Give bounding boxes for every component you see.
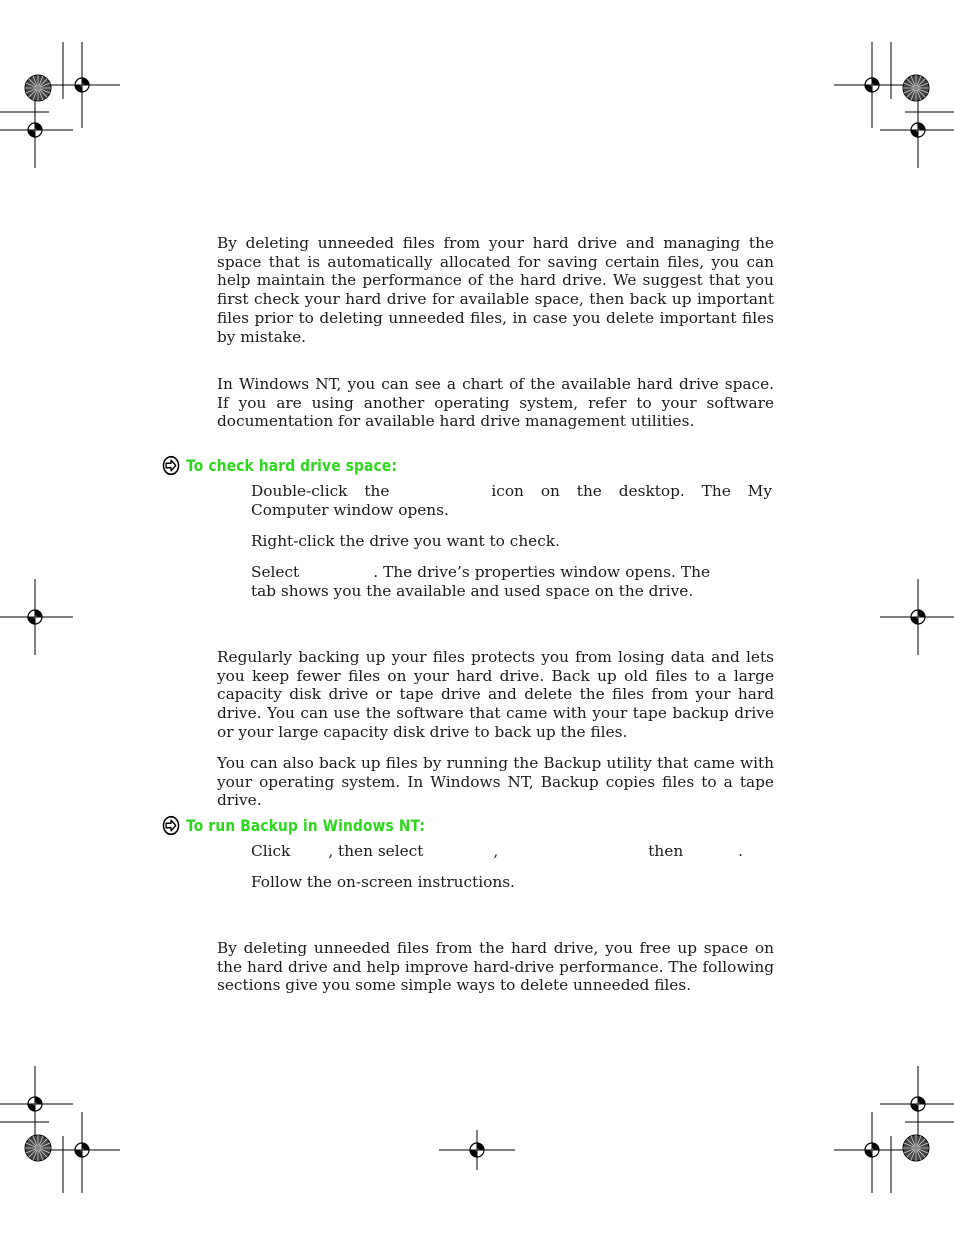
check-space-step-3 [251, 563, 772, 600]
check-space-paragraph: In Windows NT, you can see a chart of the available hard drive space. If you are using another operating system, refer to your software documentation for available hard drive management utilities. [217, 375, 774, 431]
intro-paragraph: By deleting unneeded files from your hard drive and managing the space that is automatically allocated for saving certain files, you can help maintain the performance of the hard drive. We suggest that you first check your hard drive for available space, then back up important files prior to deleting unneeded files, in case you delete important files by mistake. [217, 234, 774, 346]
procedure-heading-check-space [162, 455, 397, 476]
step-text: Click [251, 842, 291, 860]
backup-paragraph-2: You can also back up files by running the Backup utility that came with your operating system. In Windows NT, Backup copies files to a tape drive. [217, 754, 774, 810]
step-text: icon on the desktop. The My Computer window opens. [251, 482, 772, 519]
starburst-wheel-icon [903, 75, 929, 101]
step-text: tab shows you the available and used space on the drive. [251, 581, 694, 600]
starburst-wheel-icon [25, 1135, 51, 1161]
step-text: Double-click the [251, 482, 390, 500]
check-space-step-1 [251, 482, 772, 519]
delete-paragraph: By deleting unneeded files from the hard drive, you free up space on the hard drive and help improve hard-drive performance. The following sections give you some simple ways to delete unneeded files. [217, 939, 774, 995]
starburst-wheel-icon [903, 1135, 929, 1161]
step-text: then [648, 842, 684, 860]
backup-paragraph-1: Regularly backing up your files protects you from losing data and lets you keep fewer files on your hard drive. Back up old files to a large capacity disk drive or tape drive and delete the files from your hard drive. You can use the software that came with your tape backup drive or your large capacity disk drive to back up the files. [217, 648, 774, 741]
procedure-heading-backup [162, 815, 425, 836]
step-text: , [493, 842, 499, 860]
step-text: . [738, 842, 744, 860]
step-text: . The drive’s properties window opens. The [373, 563, 710, 581]
circled-arrow-right-icon [162, 455, 180, 476]
backup-step-1 [251, 842, 772, 861]
check-space-step-2: Right-click the drive you want to check. [251, 532, 560, 550]
starburst-wheel-icon [25, 75, 51, 101]
procedure-title: To check hard drive space: [186, 455, 398, 475]
procedure-title: To run Backup in Windows NT: [186, 815, 426, 835]
circled-arrow-right-icon [162, 815, 180, 836]
step-text: , then select [328, 842, 424, 860]
step-text: Select [251, 563, 300, 581]
backup-step-2: Follow the on-screen instructions. [251, 873, 515, 891]
